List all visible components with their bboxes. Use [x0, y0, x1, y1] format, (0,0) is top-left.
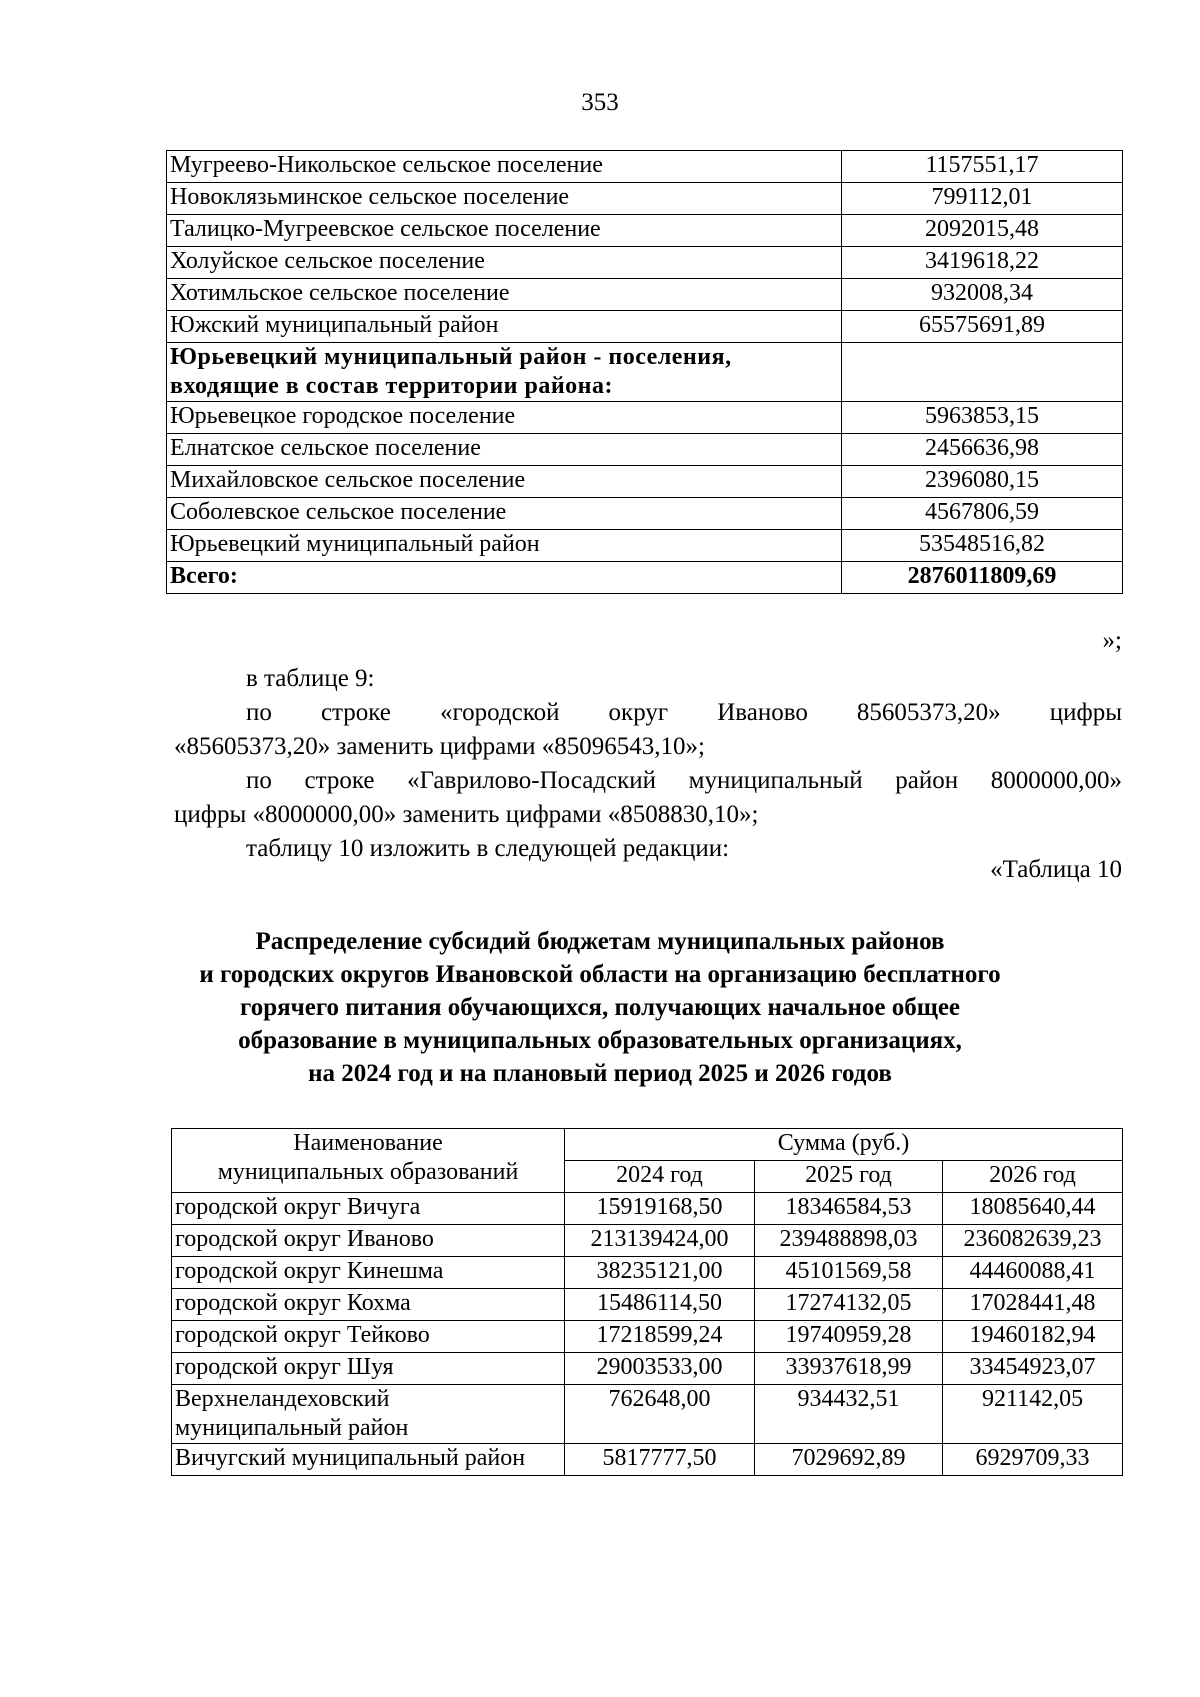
row-value: 5963853,15 — [842, 401, 1123, 433]
row-name: Михайловское сельское поселение — [167, 465, 842, 497]
total-label: Всего: — [167, 561, 842, 593]
row-value: 65575691,89 — [842, 311, 1123, 343]
row-value-2024: 38235121,00 — [565, 1257, 755, 1289]
row-name: Юрьевецкий муниципальный район - поселения, входящие в состав территории района: — [167, 343, 842, 402]
row-name: Холуйское сельское поселение — [167, 247, 842, 279]
row-value: 1157551,17 — [842, 151, 1123, 183]
row-value: 53548516,82 — [842, 529, 1123, 561]
table-row — [167, 279, 1123, 311]
subsidy-table — [171, 1128, 1123, 1476]
table-row — [172, 1257, 1123, 1289]
row-name: Елнатское сельское поселение — [167, 433, 842, 465]
title-line: на 2024 год и на плановый период 2025 и 2026 годов — [308, 1060, 892, 1087]
title-line: Распределение субсидий бюджетам муниципальных районов — [255, 928, 945, 955]
table-title — [150, 925, 1050, 1090]
row-name: Верхнеландеховский муниципальный район — [172, 1385, 565, 1444]
row-value-2026: 44460088,41 — [943, 1257, 1123, 1289]
row-value: 932008,34 — [842, 279, 1123, 311]
table-row — [172, 1289, 1123, 1321]
row-name: Вичугский муниципальный район — [172, 1443, 565, 1475]
title-line: образование в муниципальных образовательных организациях, — [238, 1027, 962, 1054]
row-value-2026: 33454923,07 — [943, 1353, 1123, 1385]
table-row — [167, 215, 1123, 247]
table-row — [167, 311, 1123, 343]
row-value-2024: 762648,00 — [565, 1385, 755, 1444]
row-value: 799112,01 — [842, 183, 1123, 215]
row-name: городской округ Кохма — [172, 1289, 565, 1321]
table-row — [167, 433, 1123, 465]
table-row — [167, 465, 1123, 497]
row-name: Талицко-Мугреевское сельское поселение — [167, 215, 842, 247]
row-value-2026: 6929709,33 — [943, 1443, 1123, 1475]
row-value-2024: 15919168,50 — [565, 1193, 755, 1225]
row-value-2025: 33937618,99 — [755, 1353, 943, 1385]
row-value — [842, 343, 1123, 402]
table-row — [167, 497, 1123, 529]
row-name: Новоклязьминское сельское поселение — [167, 183, 842, 215]
header-year-2024: 2024 год — [565, 1161, 755, 1193]
table-row — [167, 529, 1123, 561]
header-name: Наименование муниципальных образований — [172, 1129, 565, 1193]
row-value-2025: 18346584,53 — [755, 1193, 943, 1225]
row-value-2024: 5817777,50 — [565, 1443, 755, 1475]
paragraph-table10-intro: таблицу 10 изложить в следующей редакции: — [246, 835, 730, 862]
table-row — [172, 1385, 1123, 1444]
total-value: 2876011809,69 — [842, 561, 1123, 593]
row-value-2025: 45101569,58 — [755, 1257, 943, 1289]
paragraph-gavrilovo-line1: по строке «Гаврилово-Посадский муниципальный район 8000000,00» — [246, 767, 1122, 794]
header-year-2025: 2025 год — [755, 1161, 943, 1193]
table-row — [172, 1225, 1123, 1257]
table-row — [172, 1443, 1123, 1475]
total-row — [167, 561, 1123, 593]
row-value-2026: 18085640,44 — [943, 1193, 1123, 1225]
header-year-2026: 2026 год — [943, 1161, 1123, 1193]
row-value-2025: 239488898,03 — [755, 1225, 943, 1257]
table-row — [167, 151, 1123, 183]
allocation-table-continued — [166, 150, 1123, 594]
row-value: 3419618,22 — [842, 247, 1123, 279]
row-value-2026: 17028441,48 — [943, 1289, 1123, 1321]
row-name: Соболевское сельское поселение — [167, 497, 842, 529]
row-value: 2396080,15 — [842, 465, 1123, 497]
row-name: городской округ Шуя — [172, 1353, 565, 1385]
row-value-2026: 921142,05 — [943, 1385, 1123, 1444]
title-line: горячего питания обучающихся, получающих начальное общее — [239, 994, 961, 1021]
row-value-2024: 15486114,50 — [565, 1289, 755, 1321]
paragraph-ivanovo-line1: по строке «городской округ Иваново 85605373,20» цифры — [246, 699, 1122, 726]
table-row — [172, 1353, 1123, 1385]
paragraph-table9: в таблице 9: — [246, 665, 375, 692]
row-value: 2456636,98 — [842, 433, 1123, 465]
table-row — [172, 1193, 1123, 1225]
table-row — [167, 401, 1123, 433]
title-line: и городских округов Ивановской области на организацию бесплатного — [199, 961, 1001, 988]
row-name: городской округ Вичуга — [172, 1193, 565, 1225]
table-label: «Таблица 10 — [990, 856, 1122, 883]
row-name: Южский муниципальный район — [167, 311, 842, 343]
paragraph-ivanovo-line2: «85605373,20» заменить цифрами «85096543,10»; — [174, 733, 705, 760]
row-name: Юрьевецкое городское поселение — [167, 401, 842, 433]
row-value-2026: 236082639,23 — [943, 1225, 1123, 1257]
row-value-2024: 17218599,24 — [565, 1321, 755, 1353]
page-number: 353 — [581, 89, 619, 116]
row-name: Юрьевецкий муниципальный район — [167, 529, 842, 561]
row-name: городской округ Иваново — [172, 1225, 565, 1257]
table-row — [167, 247, 1123, 279]
closing-quote: »; — [1102, 627, 1122, 654]
row-name: городской округ Тейково — [172, 1321, 565, 1353]
row-value-2025: 7029692,89 — [755, 1443, 943, 1475]
header-sum: Сумма (руб.) — [565, 1129, 1123, 1161]
row-value: 4567806,59 — [842, 497, 1123, 529]
paragraph-gavrilovo-line2: цифры «8000000,00» заменить цифрами «8508830,10»; — [174, 801, 759, 828]
row-value-2025: 19740959,28 — [755, 1321, 943, 1353]
row-name: городской округ Кинешма — [172, 1257, 565, 1289]
row-value-2025: 17274132,05 — [755, 1289, 943, 1321]
row-value-2025: 934432,51 — [755, 1385, 943, 1444]
table-row — [167, 183, 1123, 215]
row-value-2024: 29003533,00 — [565, 1353, 755, 1385]
row-name: Мугреево-Никольское сельское поселение — [167, 151, 842, 183]
row-value-2026: 19460182,94 — [943, 1321, 1123, 1353]
row-value-2024: 213139424,00 — [565, 1225, 755, 1257]
table-row — [167, 343, 1123, 402]
table-row — [172, 1321, 1123, 1353]
row-name: Хотимльское сельское поселение — [167, 279, 842, 311]
row-value: 2092015,48 — [842, 215, 1123, 247]
